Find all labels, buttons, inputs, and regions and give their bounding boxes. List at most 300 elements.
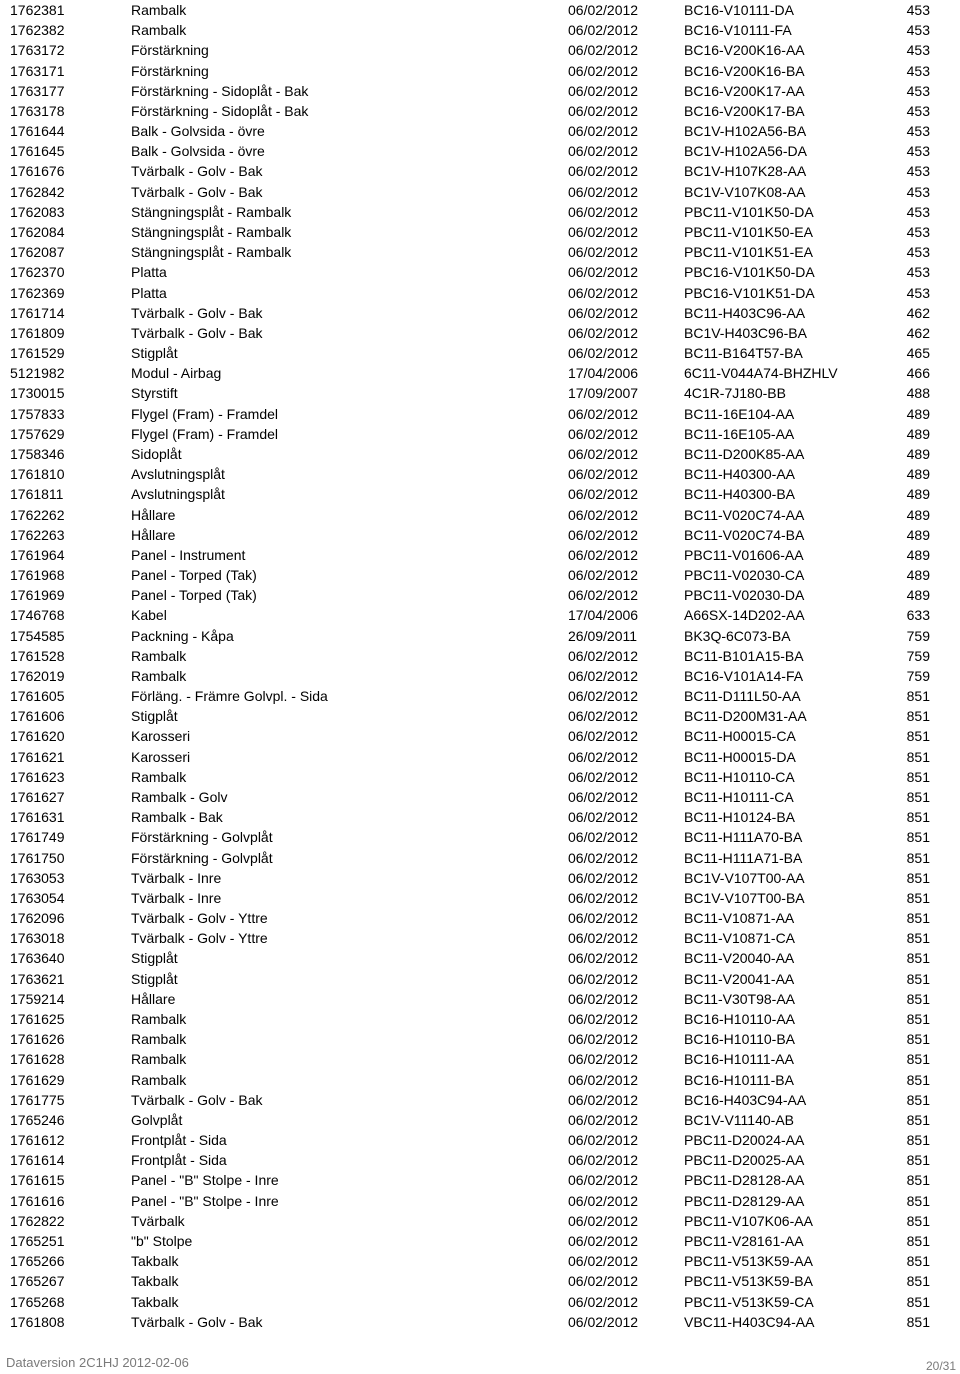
description-cell: Rambalk xyxy=(131,1051,187,1068)
table-row xyxy=(0,1211,960,1231)
date-cell: 17/04/2006 xyxy=(568,365,639,382)
description-cell: Tvärbalk xyxy=(131,1212,185,1229)
date-cell: 06/02/2012 xyxy=(568,849,639,866)
part-number-cell: 1761676 xyxy=(10,163,65,180)
table-row xyxy=(0,222,960,242)
page-footer xyxy=(0,1352,960,1374)
reference-cell: BC11-H403C96-AA xyxy=(684,304,806,321)
reference-cell: PBC11-D20024-AA xyxy=(684,1132,805,1149)
part-number-cell: 1761615 xyxy=(10,1172,65,1189)
description-cell: Tvärbalk - Golv - Yttre xyxy=(131,910,268,927)
date-cell: 06/02/2012 xyxy=(568,1051,639,1068)
reference-cell: BC1V-V107T00-BA xyxy=(684,889,805,906)
code-cell: 759 xyxy=(906,667,930,684)
code-cell: 465 xyxy=(906,345,930,362)
description-cell: Panel - "B" Stolpe - Inre xyxy=(131,1192,279,1209)
part-number-cell: 1763054 xyxy=(10,889,65,906)
table-row xyxy=(0,343,960,363)
part-number-cell: 1761810 xyxy=(10,466,65,483)
description-cell: Tvärbalk - Inre xyxy=(131,889,222,906)
date-cell: 06/02/2012 xyxy=(568,1172,639,1189)
description-cell: Stigplåt xyxy=(131,970,178,987)
reference-cell: BC16-V10111-FA xyxy=(684,22,792,39)
code-cell: 453 xyxy=(906,183,930,200)
part-number-cell: 1762087 xyxy=(10,244,65,261)
part-number-cell: 1763177 xyxy=(10,82,65,99)
date-cell: 06/02/2012 xyxy=(568,22,639,39)
date-cell: 06/02/2012 xyxy=(568,284,639,301)
reference-cell: BC11-V10871-AA xyxy=(684,910,795,927)
description-cell: Stigplåt xyxy=(131,950,178,967)
description-cell: Rambalk - Golv xyxy=(131,789,228,806)
description-cell: Takbalk xyxy=(131,1293,179,1310)
table-row xyxy=(0,242,960,262)
date-cell: 06/02/2012 xyxy=(568,42,639,59)
description-cell: Tvärbalk - Golv - Bak xyxy=(131,304,263,321)
date-cell: 06/02/2012 xyxy=(568,526,639,543)
table-row xyxy=(0,1251,960,1271)
part-number-cell: 1761629 xyxy=(10,1071,65,1088)
part-number-cell: 1761625 xyxy=(10,1011,65,1027)
description-cell: Stängningsplåt - Rambalk xyxy=(131,244,292,261)
date-cell: 06/02/2012 xyxy=(568,486,639,503)
reference-cell: BC11-H10124-BA xyxy=(684,809,796,826)
part-number-cell: 1763172 xyxy=(10,42,65,59)
reference-cell: BC16-V101A14-FA xyxy=(684,667,804,684)
table-row xyxy=(0,303,960,323)
date-cell: 06/02/2012 xyxy=(568,506,639,523)
part-number-cell: 1757629 xyxy=(10,425,65,442)
table-row xyxy=(0,868,960,888)
description-cell: Rambalk xyxy=(131,1071,187,1088)
reference-cell: BC16-V200K16-BA xyxy=(684,62,805,79)
date-cell: 06/02/2012 xyxy=(568,930,639,947)
description-cell: Hållare xyxy=(131,990,176,1007)
code-cell: 851 xyxy=(906,728,930,745)
date-cell: 06/02/2012 xyxy=(568,990,639,1007)
part-number-cell: 1761644 xyxy=(10,123,65,140)
reference-cell: PBC11-V107K06-AA xyxy=(684,1212,813,1229)
date-cell: 06/02/2012 xyxy=(568,546,639,563)
date-cell: 06/02/2012 xyxy=(568,425,639,442)
part-number-cell: 1762262 xyxy=(10,506,65,523)
part-number-cell: 1746768 xyxy=(10,607,65,624)
table-row xyxy=(0,545,960,565)
date-cell: 06/02/2012 xyxy=(568,324,639,341)
part-number-cell: 1763640 xyxy=(10,950,65,967)
date-cell: 06/02/2012 xyxy=(568,1132,639,1149)
description-cell: Kabel xyxy=(131,607,167,624)
table-row xyxy=(0,444,960,464)
part-number-cell: 1754585 xyxy=(10,627,65,644)
reference-cell: BC11-H111A70-BA xyxy=(684,829,803,846)
description-cell: Rambalk xyxy=(131,667,187,684)
table-row xyxy=(0,101,960,121)
code-cell: 489 xyxy=(906,526,930,543)
table-row xyxy=(0,1170,960,1190)
table-row xyxy=(0,948,960,968)
table-row xyxy=(0,666,960,686)
table-row xyxy=(0,323,960,343)
code-cell: 851 xyxy=(906,1011,930,1027)
reference-cell: PBC16-V101K50-DA xyxy=(684,264,815,281)
reference-cell: VBC11-H403C94-AA xyxy=(684,1313,815,1330)
description-cell: Platta xyxy=(131,284,167,301)
date-cell: 06/02/2012 xyxy=(568,688,639,705)
description-cell: Tvärbalk - Golv - Bak xyxy=(131,163,263,180)
reference-cell: PBC16-V101K51-DA xyxy=(684,284,815,301)
code-cell: 489 xyxy=(906,546,930,563)
part-number-cell: 1761626 xyxy=(10,1031,65,1048)
code-cell: 851 xyxy=(906,869,930,886)
date-cell: 06/02/2012 xyxy=(568,82,639,99)
description-cell: Tvärbalk - Golv - Bak xyxy=(131,183,263,200)
table-row xyxy=(0,848,960,868)
reference-cell: PBC11-V02030-CA xyxy=(684,567,805,584)
reference-cell: BC1V-V11140-AB xyxy=(684,1111,794,1128)
reference-cell: A66SX-14D202-AA xyxy=(684,607,805,624)
part-number-cell: 1761808 xyxy=(10,1313,65,1330)
code-cell: 453 xyxy=(906,264,930,281)
part-number-cell: 1762382 xyxy=(10,22,65,39)
table-row xyxy=(0,525,960,545)
reference-cell: PBC11-D28128-AA xyxy=(684,1172,805,1189)
date-cell: 06/02/2012 xyxy=(568,708,639,725)
part-number-cell: 1762381 xyxy=(10,2,65,18)
reference-cell: BC11-16E105-AA xyxy=(684,425,795,442)
reference-cell: BC11-V020C74-BA xyxy=(684,526,805,543)
date-cell: 06/02/2012 xyxy=(568,829,639,846)
data-version-label: Dataversion 2C1HJ 2012-02-06 xyxy=(6,1355,189,1370)
table-row xyxy=(0,1150,960,1170)
reference-cell: PBC11-V101K51-EA xyxy=(684,244,813,261)
code-cell: 851 xyxy=(906,1232,930,1249)
reference-cell: BK3Q-6C073-BA xyxy=(684,627,791,644)
code-cell: 851 xyxy=(906,1132,930,1149)
part-number-cell: 1761614 xyxy=(10,1152,65,1169)
table-row xyxy=(0,1191,960,1211)
part-number-cell: 1757833 xyxy=(10,405,65,422)
table-row xyxy=(0,767,960,787)
description-cell: Förstärkning - Golvplåt xyxy=(131,849,273,866)
part-number-cell: 1761968 xyxy=(10,567,65,584)
date-cell: 06/02/2012 xyxy=(568,1273,639,1290)
date-cell: 06/02/2012 xyxy=(568,445,639,462)
table-row xyxy=(0,646,960,666)
description-cell: Förstärkning xyxy=(131,62,209,79)
reference-cell: BC11-H10110-CA xyxy=(684,768,795,785)
date-cell: 06/02/2012 xyxy=(568,1232,639,1249)
table-row xyxy=(0,424,960,444)
description-cell: Panel - "B" Stolpe - Inre xyxy=(131,1172,279,1189)
table-row xyxy=(0,1130,960,1150)
date-cell: 06/02/2012 xyxy=(568,748,639,765)
part-number-cell: 1765268 xyxy=(10,1293,65,1310)
part-number-cell: 1761620 xyxy=(10,728,65,745)
table-row xyxy=(0,1049,960,1069)
date-cell: 06/02/2012 xyxy=(568,1192,639,1209)
date-cell: 06/02/2012 xyxy=(568,62,639,79)
code-cell: 851 xyxy=(906,1172,930,1189)
description-cell: Balk - Golvsida - övre xyxy=(131,123,265,140)
date-cell: 06/02/2012 xyxy=(568,163,639,180)
part-number-cell: 1761775 xyxy=(10,1091,65,1108)
description-cell: Flygel (Fram) - Framdel xyxy=(131,405,279,422)
part-number-cell: 1762370 xyxy=(10,264,65,281)
description-cell: Rambalk xyxy=(131,1031,187,1048)
description-cell: Karosseri xyxy=(131,748,191,765)
part-number-cell: 1763178 xyxy=(10,102,65,119)
reference-cell: 6C11-V044A74-BHZHLV xyxy=(684,365,838,382)
code-cell: 851 xyxy=(906,1091,930,1108)
description-cell: Avslutningsplåt xyxy=(131,466,225,483)
part-number-cell: 1762822 xyxy=(10,1212,65,1229)
code-cell: 851 xyxy=(906,1212,930,1229)
date-cell: 26/09/2011 xyxy=(568,627,638,644)
table-row xyxy=(0,383,960,403)
reference-cell: BC16-H10110-BA xyxy=(684,1031,796,1048)
date-cell: 06/02/2012 xyxy=(568,1071,639,1088)
part-number-cell: 1765266 xyxy=(10,1253,65,1270)
part-number-cell: 1761529 xyxy=(10,345,65,362)
description-cell: Frontplåt - Sida xyxy=(131,1152,227,1169)
part-number-cell: 5121982 xyxy=(10,365,65,382)
description-cell: Flygel (Fram) - Framdel xyxy=(131,425,279,442)
part-number-cell: 1761749 xyxy=(10,829,65,846)
table-row xyxy=(0,827,960,847)
description-cell: Platta xyxy=(131,264,167,281)
date-cell: 06/02/2012 xyxy=(568,1091,639,1108)
code-cell: 453 xyxy=(906,42,930,59)
part-number-cell: 1761612 xyxy=(10,1132,65,1149)
code-cell: 851 xyxy=(906,809,930,826)
code-cell: 489 xyxy=(906,445,930,462)
description-cell: Balk - Golvsida - övre xyxy=(131,143,265,160)
description-cell: Takbalk xyxy=(131,1253,179,1270)
part-number-cell: 1765267 xyxy=(10,1273,65,1290)
description-cell: Stängningsplåt - Rambalk xyxy=(131,223,292,240)
table-row xyxy=(0,1090,960,1110)
date-cell: 06/02/2012 xyxy=(568,1011,639,1027)
description-cell: Rambalk - Bak xyxy=(131,809,223,826)
code-cell: 453 xyxy=(906,244,930,261)
code-cell: 453 xyxy=(906,102,930,119)
code-cell: 851 xyxy=(906,1273,930,1290)
reference-cell: BC11-H111A71-BA xyxy=(684,849,803,866)
code-cell: 851 xyxy=(906,990,930,1007)
reference-cell: BC11-V20040-AA xyxy=(684,950,795,967)
code-cell: 851 xyxy=(906,1253,930,1270)
part-number-cell: 1765246 xyxy=(10,1111,65,1128)
part-number-cell: 1761811 xyxy=(10,486,64,503)
code-cell: 453 xyxy=(906,82,930,99)
reference-cell: BC16-V200K17-BA xyxy=(684,102,805,119)
description-cell: Förstärkning - Sidoplåt - Bak xyxy=(131,102,309,119)
description-cell: Avslutningsplåt xyxy=(131,486,225,503)
description-cell: Rambalk xyxy=(131,768,187,785)
code-cell: 453 xyxy=(906,203,930,220)
reference-cell: PBC11-V28161-AA xyxy=(684,1232,804,1249)
reference-cell: BC1V-V107T00-AA xyxy=(684,869,805,886)
code-cell: 489 xyxy=(906,567,930,584)
table-row xyxy=(0,605,960,625)
reference-cell: BC11-H00015-CA xyxy=(684,728,796,745)
table-row xyxy=(0,182,960,202)
date-cell: 06/02/2012 xyxy=(568,1031,639,1048)
code-cell: 453 xyxy=(906,22,930,39)
reference-cell: BC11-B164T57-BA xyxy=(684,345,803,362)
code-cell: 489 xyxy=(906,466,930,483)
part-number-cell: 1763621 xyxy=(10,970,65,987)
part-number-cell: 1730015 xyxy=(10,385,65,402)
code-cell: 851 xyxy=(906,708,930,725)
table-row xyxy=(0,1231,960,1251)
code-cell: 489 xyxy=(906,405,930,422)
reference-cell: BC11-V10871-CA xyxy=(684,930,796,947)
page-number: 20/31 xyxy=(925,1359,956,1373)
date-cell: 06/02/2012 xyxy=(568,123,639,140)
description-cell: Rambalk xyxy=(131,2,187,18)
part-number-cell: 1761964 xyxy=(10,546,65,563)
date-cell: 06/02/2012 xyxy=(568,1313,639,1330)
part-number-cell: 1761628 xyxy=(10,1051,65,1068)
table-row xyxy=(0,40,960,60)
code-cell: 466 xyxy=(906,365,930,382)
date-cell: 06/02/2012 xyxy=(568,203,639,220)
description-cell: Sidoplåt xyxy=(131,445,182,462)
reference-cell: 4C1R-7J180-BB xyxy=(684,385,786,402)
reference-cell: BC11-H40300-BA xyxy=(684,486,796,503)
part-number-cell: 1762842 xyxy=(10,183,65,200)
part-number-cell: 1763018 xyxy=(10,930,65,947)
reference-cell: PBC11-V01606-AA xyxy=(684,546,804,563)
description-cell: Hållare xyxy=(131,526,176,543)
code-cell: 759 xyxy=(906,647,930,664)
part-number-cell: 1762084 xyxy=(10,223,65,240)
table-row xyxy=(0,626,960,646)
description-cell: Tvärbalk - Inre xyxy=(131,869,222,886)
table-row xyxy=(0,969,960,989)
code-cell: 453 xyxy=(906,223,930,240)
part-number-cell: 1762096 xyxy=(10,910,65,927)
date-cell: 06/02/2012 xyxy=(568,264,639,281)
table-row xyxy=(0,807,960,827)
reference-cell: BC16-V10111-DA xyxy=(684,2,794,18)
date-cell: 06/02/2012 xyxy=(568,587,639,604)
reference-cell: BC11-V020C74-AA xyxy=(684,506,805,523)
date-cell: 06/02/2012 xyxy=(568,223,639,240)
part-number-cell: 1762083 xyxy=(10,203,65,220)
date-cell: 06/02/2012 xyxy=(568,466,639,483)
description-cell: Stigplåt xyxy=(131,708,178,725)
part-number-cell: 1761627 xyxy=(10,789,65,806)
description-cell: Förläng. - Främre Golvpl. - Sida xyxy=(131,688,328,705)
table-row xyxy=(0,1271,960,1291)
reference-cell: PBC11-D28129-AA xyxy=(684,1192,805,1209)
description-cell: Panel - Torped (Tak) xyxy=(131,587,257,604)
reference-cell: PBC11-V02030-DA xyxy=(684,587,805,604)
description-cell: Förstärkning - Sidoplåt - Bak xyxy=(131,82,309,99)
code-cell: 851 xyxy=(906,930,930,947)
code-cell: 453 xyxy=(906,2,930,18)
part-number-cell: 1761605 xyxy=(10,688,65,705)
code-cell: 851 xyxy=(906,1031,930,1048)
date-cell: 06/02/2012 xyxy=(568,2,639,18)
description-cell: Packning - Kåpa xyxy=(131,627,234,644)
code-cell: 489 xyxy=(906,486,930,503)
reference-cell: BC1V-H102A56-DA xyxy=(684,143,807,160)
table-row xyxy=(0,20,960,40)
code-cell: 462 xyxy=(906,324,930,341)
date-cell: 06/02/2012 xyxy=(568,809,639,826)
reference-cell: BC11-D200K85-AA xyxy=(684,445,805,462)
part-number-cell: 1761714 xyxy=(10,304,65,321)
description-cell: Hållare xyxy=(131,506,176,523)
reference-cell: BC11-H00015-DA xyxy=(684,748,796,765)
part-number-cell: 1761809 xyxy=(10,324,65,341)
part-number-cell: 1761969 xyxy=(10,587,65,604)
description-cell: Rambalk xyxy=(131,1011,187,1027)
description-cell: Modul - Airbag xyxy=(131,365,222,382)
part-number-cell: 1762263 xyxy=(10,526,65,543)
code-cell: 489 xyxy=(906,587,930,604)
reference-cell: BC1V-V107K08-AA xyxy=(684,183,806,200)
code-cell: 851 xyxy=(906,1192,930,1209)
reference-cell: BC11-B101A15-BA xyxy=(684,647,804,664)
description-cell: Frontplåt - Sida xyxy=(131,1132,227,1149)
date-cell: 06/02/2012 xyxy=(568,405,639,422)
date-cell: 06/02/2012 xyxy=(568,1111,639,1128)
part-number-cell: 1761631 xyxy=(10,809,65,826)
table-row xyxy=(0,141,960,161)
date-cell: 06/02/2012 xyxy=(568,768,639,785)
date-cell: 06/02/2012 xyxy=(568,869,639,886)
reference-cell: PBC11-V101K50-DA xyxy=(684,203,814,220)
code-cell: 453 xyxy=(906,163,930,180)
date-cell: 06/02/2012 xyxy=(568,345,639,362)
code-cell: 462 xyxy=(906,304,930,321)
reference-cell: PBC11-V101K50-EA xyxy=(684,223,813,240)
table-row xyxy=(0,283,960,303)
description-cell: Karosseri xyxy=(131,728,191,745)
table-row xyxy=(0,464,960,484)
code-cell: 453 xyxy=(906,143,930,160)
reference-cell: BC1V-H102A56-BA xyxy=(684,123,807,140)
date-cell: 06/02/2012 xyxy=(568,728,639,745)
date-cell: 06/02/2012 xyxy=(568,667,639,684)
date-cell: 06/02/2012 xyxy=(568,244,639,261)
table-row xyxy=(0,1070,960,1090)
table-row xyxy=(0,585,960,605)
code-cell: 851 xyxy=(906,970,930,987)
table-row xyxy=(0,81,960,101)
code-cell: 851 xyxy=(906,849,930,866)
table-row xyxy=(0,928,960,948)
code-cell: 851 xyxy=(906,829,930,846)
code-cell: 488 xyxy=(906,385,930,402)
code-cell: 851 xyxy=(906,748,930,765)
table-row xyxy=(0,202,960,222)
code-cell: 851 xyxy=(906,889,930,906)
date-cell: 06/02/2012 xyxy=(568,143,639,160)
part-number-cell: 1761750 xyxy=(10,849,65,866)
part-number-cell: 1761645 xyxy=(10,143,65,160)
table-row xyxy=(0,565,960,585)
description-cell: Tvärbalk - Golv - Bak xyxy=(131,324,263,341)
code-cell: 489 xyxy=(906,425,930,442)
description-cell: Förstärkning xyxy=(131,42,209,59)
reference-cell: BC16-V200K17-AA xyxy=(684,82,805,99)
